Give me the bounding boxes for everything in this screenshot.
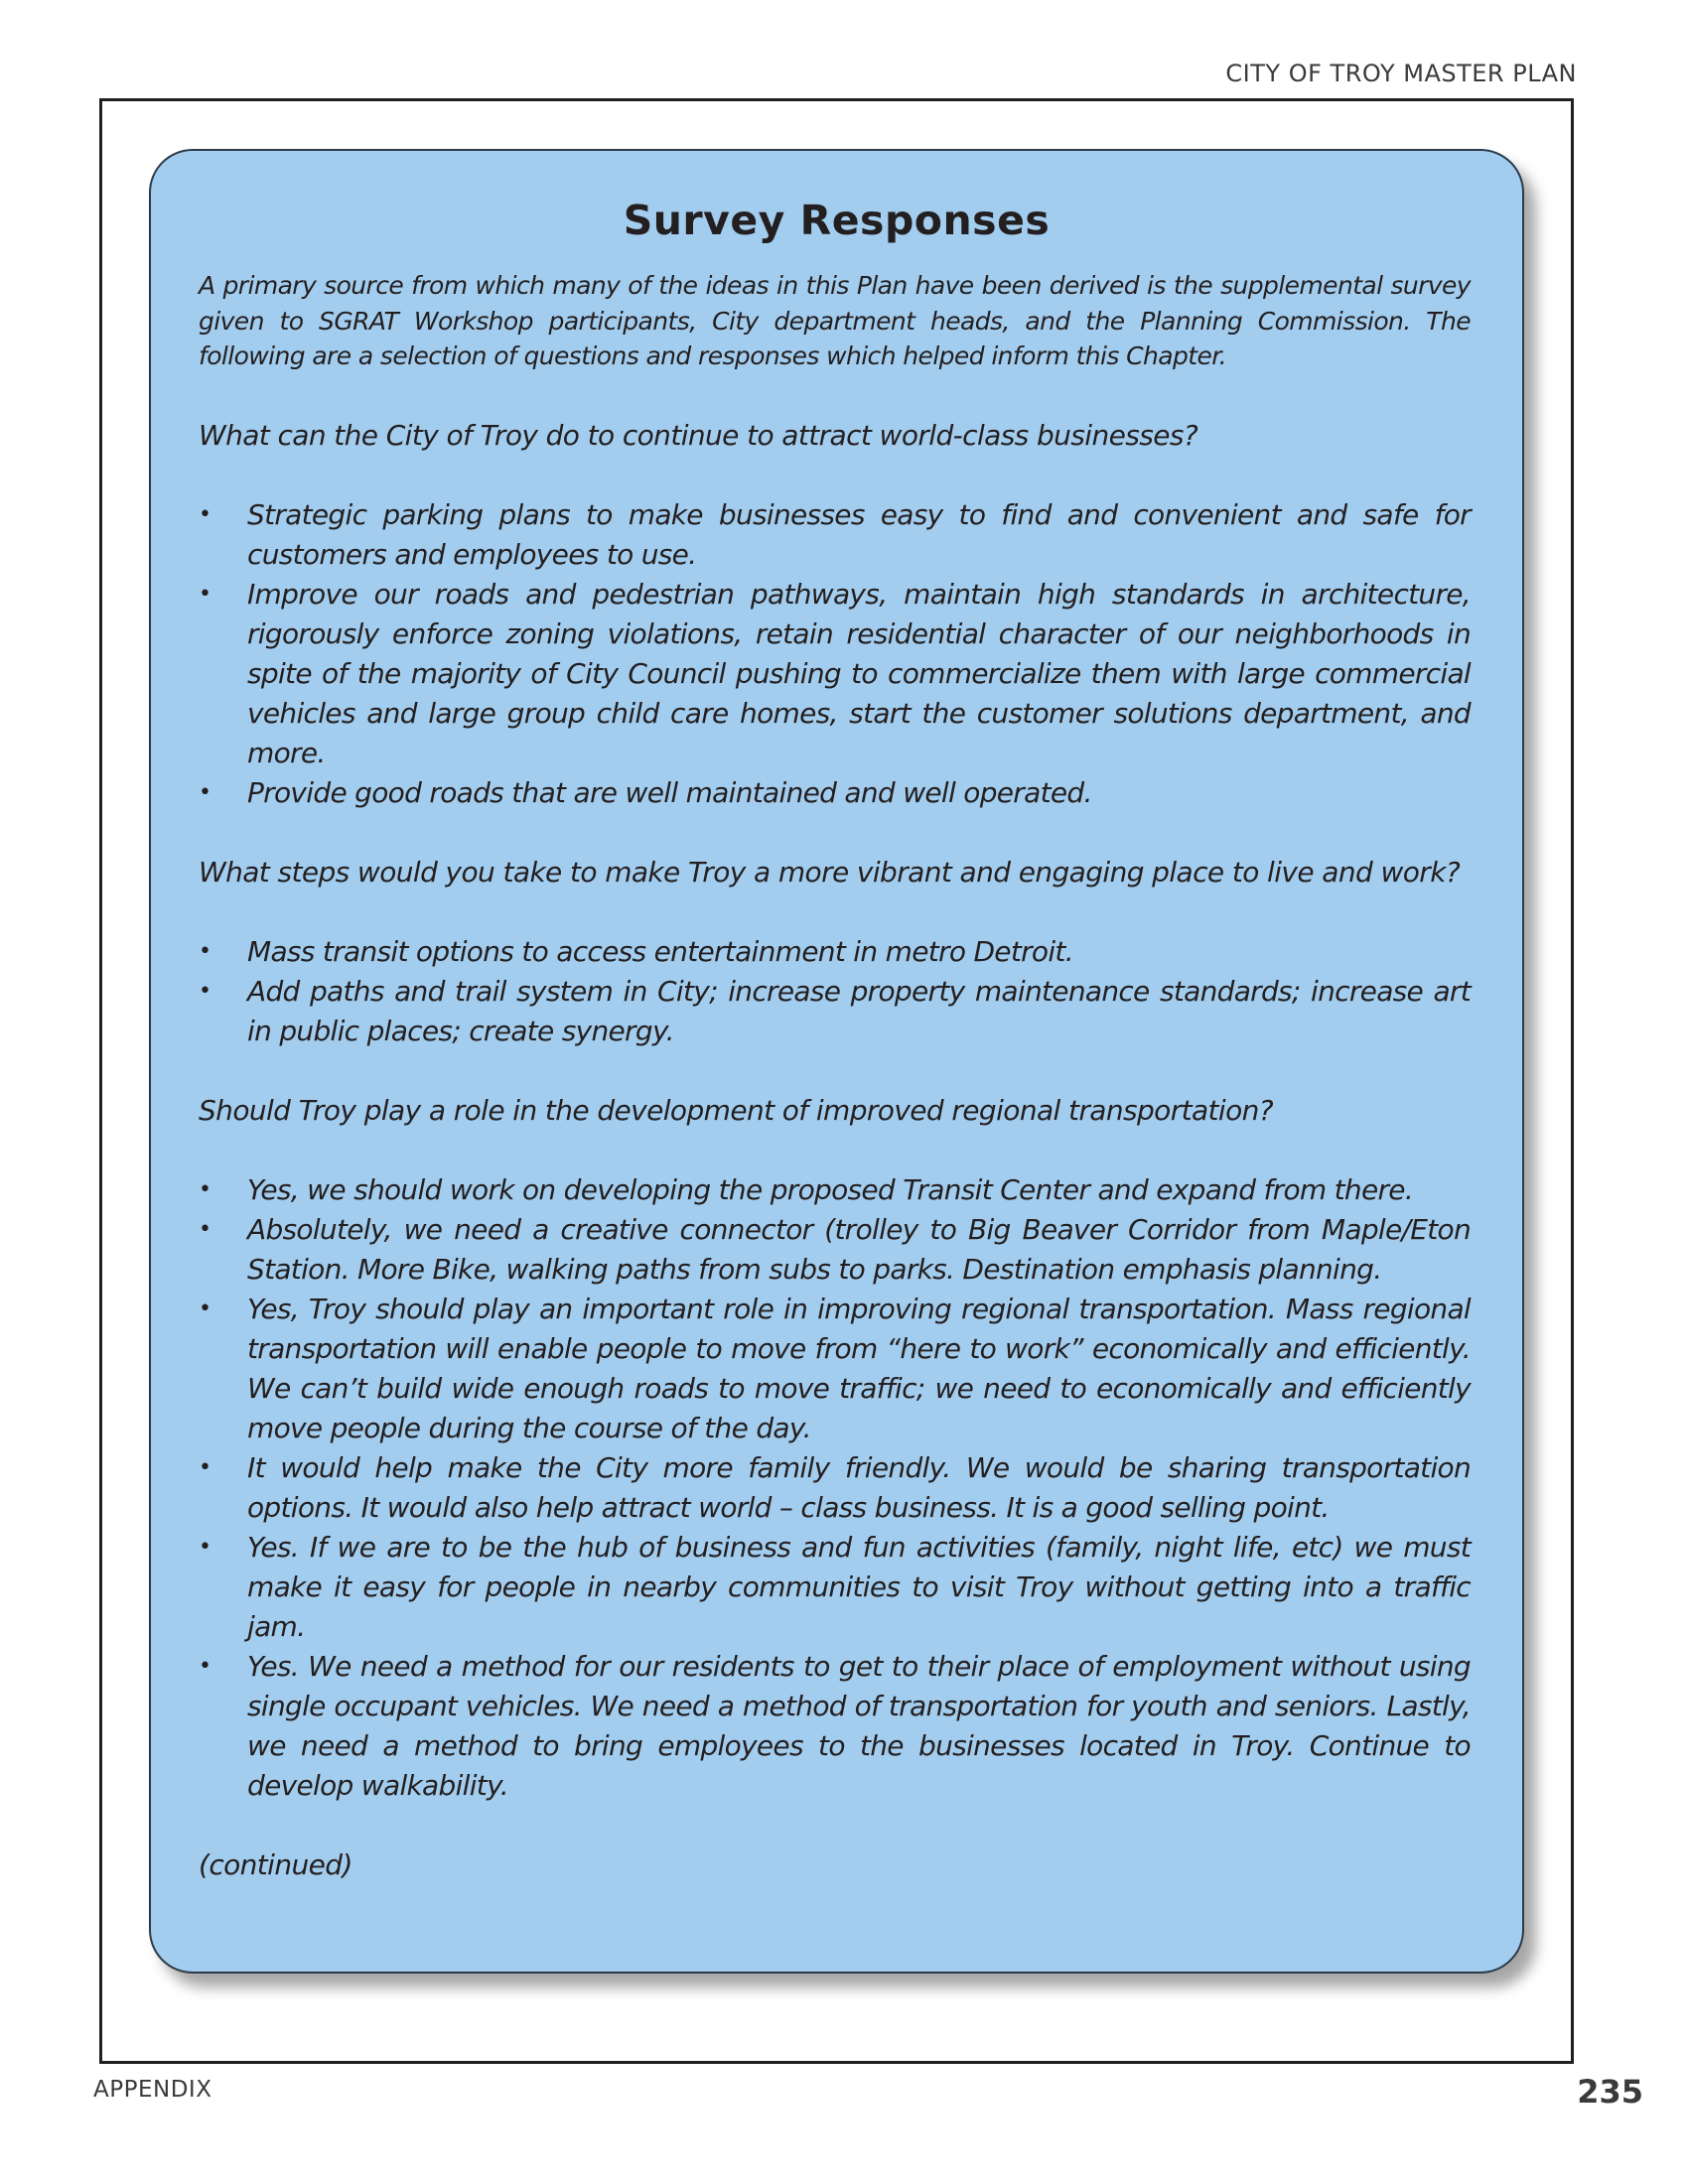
bullet-icon: •: [199, 978, 211, 1004]
bullet-icon: •: [199, 1216, 211, 1242]
survey-responses-panel: [149, 149, 1524, 1974]
bullet-icon: •: [199, 779, 211, 805]
bullet-icon: •: [199, 501, 211, 527]
bullet-icon: •: [199, 1534, 211, 1560]
bullet-icon: •: [199, 581, 211, 607]
answer-list: [199, 495, 1471, 813]
survey-question: What steps would you take to make Troy a more vibrant and engaging place to live and work?: [199, 855, 1461, 888]
bullet-icon: •: [199, 1454, 211, 1480]
answer-item: [199, 1448, 1471, 1528]
bullet-icon: •: [199, 1653, 211, 1679]
answer-text: Yes, we should work on developing the proposed Transit Center and expand from there.: [247, 1172, 1414, 1206]
answer-text: Mass transit options to access entertainment in metro Detroit.: [247, 934, 1073, 968]
panel-title: Survey Responses: [623, 197, 1051, 244]
answer-text: Yes. If we are to be the hub of business and fun activities (family, night life, etc) we must make it easy for people in nearby communities to visit Troy without getting into a traffic jam.: [247, 1530, 1471, 1643]
answer-text: Improve our roads and pedestrian pathways, maintain high standards in architecture, rigorously enforce zoning violations, retain residential character of our neighborhoods in spite of the majority of City Council pushing to commercialize them with large commercial vehicles and large group child care homes, start the customer solutions department, and more.: [247, 577, 1471, 769]
footer-section-label: APPENDIX: [93, 2077, 212, 2103]
answer-item: [199, 1290, 1471, 1448]
answer-item: [199, 1170, 1471, 1210]
answer-item: [199, 1528, 1471, 1647]
answer-text: Strategic parking plans to make businesses easy to find and convenient and safe for customers and employees to use.: [247, 497, 1471, 571]
survey-question: Should Troy play a role in the development of improved regional transportation?: [199, 1093, 1274, 1127]
answer-text: Yes. We need a method for our residents to get to their place of employment without using single occupant vehicles. We need a method of transportation for youth and seniors. Lastly, we need a method to bring employees to the businesses located in Troy. Continue to develop walkability.: [247, 1649, 1471, 1802]
answer-list: [199, 1170, 1471, 1806]
answer-item: [199, 1647, 1471, 1806]
answer-text: Yes, Troy should play an important role in improving regional transportation. Mass regional transportation will enable people to move from “here to work” economically and efficiently. We can’t build wide enough roads to move traffic; we need to economically and efficiently move people during the course of the day.: [247, 1292, 1471, 1444]
survey-question: What can the City of Troy do to continue to attract world-class businesses?: [199, 418, 1198, 452]
answer-item: [199, 575, 1471, 773]
answer-list: [199, 932, 1471, 1051]
panel-body: [199, 268, 1471, 1885]
running-header: CITY OF TROY MASTER PLAN: [1225, 60, 1577, 87]
answer-item: [199, 932, 1471, 972]
answer-item: [199, 1210, 1471, 1290]
answer-item: [199, 773, 1471, 813]
answer-item: [199, 495, 1471, 575]
continued-note: (continued): [199, 1847, 352, 1881]
answer-item: [199, 972, 1471, 1051]
bullet-icon: •: [199, 1296, 211, 1321]
answer-text: It would help make the City more family friendly. We would be sharing transportation options. It would also help attract world – class business. It is a good selling point.: [247, 1450, 1471, 1524]
intro-paragraph: A primary source from which many of the ideas in this Plan have been derived is the supplemental survey given to SGRAT Workshop participants, City department heads, and the Planning Commission. The following are a selection of questions and responses which helped inform this Chapter.: [199, 271, 1471, 370]
bullet-icon: •: [199, 938, 211, 964]
answer-text: Provide good roads that are well maintained and well operated.: [247, 775, 1092, 809]
answer-text: Add paths and trail system in City; increase property maintenance standards; increase art in public places; create synergy.: [247, 974, 1471, 1047]
bullet-icon: •: [199, 1176, 211, 1202]
page-number: 235: [1577, 2073, 1643, 2111]
answer-text: Absolutely, we need a creative connector (trolley to Big Beaver Corridor from Maple/Eton Station. More Bike, walking paths from subs to parks. Destination emphasis planning.: [247, 1212, 1471, 1286]
